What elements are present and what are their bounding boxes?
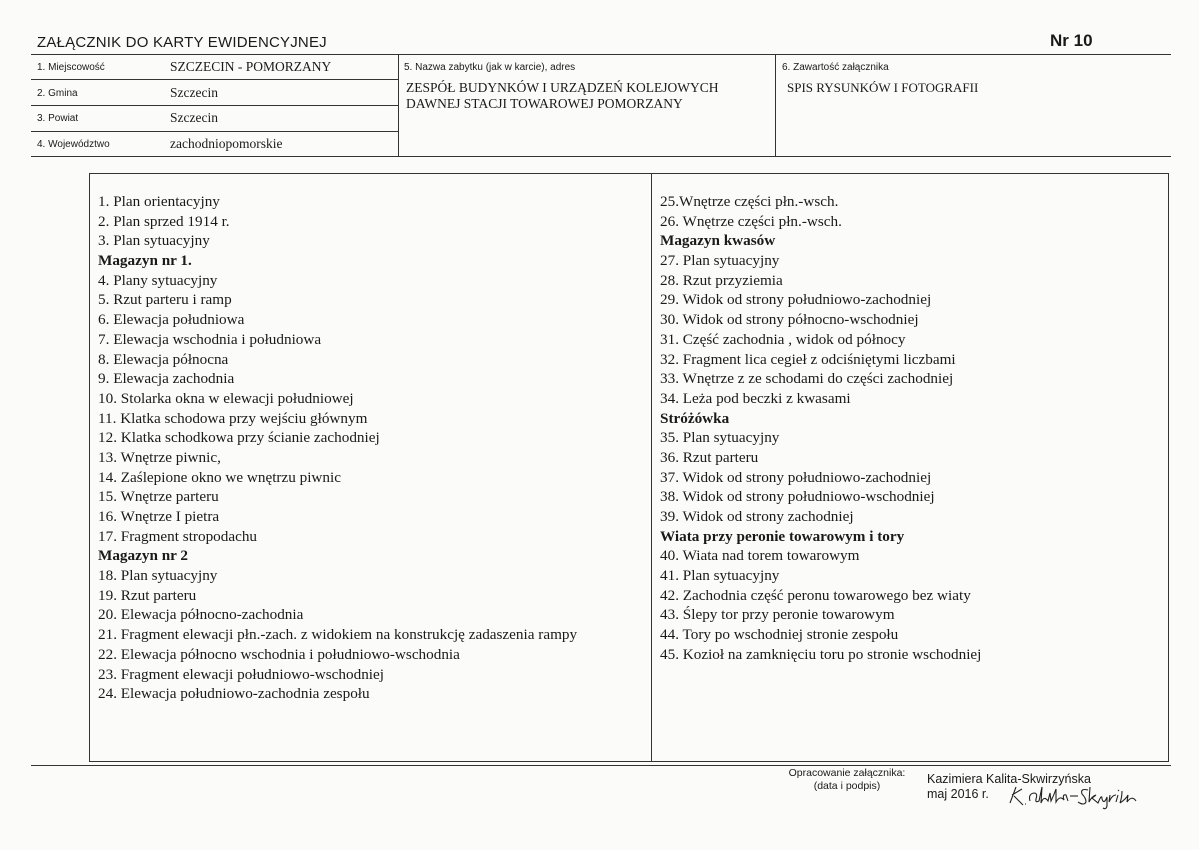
list-item: 3. Plan sytuacyjny <box>98 232 210 250</box>
list-item: 36. Rzut parteru <box>660 448 759 466</box>
list-item: 32. Fragment lica cegieł z odciśniętymi liczbami <box>660 350 956 368</box>
field-row-divider <box>31 79 398 80</box>
list-item: 8. Elewacja północna <box>98 350 229 368</box>
powiat-value: Szczecin <box>170 110 218 125</box>
list-item: 15. Wnętrze parteru <box>98 488 219 506</box>
document-title: ZAŁĄCZNIK DO KARTY EWIDENCYJNEJ <box>37 34 327 51</box>
attachment-number: Nr 10 <box>1050 31 1093 50</box>
nazwa-value-line1: ZESPÓŁ BUDYNKÓW I URZĄDZEŃ KOLEJOWYCH <box>406 80 719 95</box>
list-item: 35. Plan sytuacyjny <box>660 429 780 447</box>
miejscowosc-value: SZCZECIN - POMORZANY <box>170 59 332 74</box>
list-item: 30. Widok od strony północno-wschodniej <box>660 311 919 329</box>
section-heading: Magazyn kwasów <box>660 232 776 250</box>
list-item: 16. Wnętrze I pietra <box>98 508 220 525</box>
list-item: 43. Ślepy tor przy peronie towarowym <box>660 606 895 624</box>
list-item: 39. Widok od strony zachodniej <box>660 508 854 525</box>
list-item: 10. Stolarka okna w elewacji południowej <box>98 389 354 407</box>
zawartosc-value: SPIS RYSUNKÓW I FOTOGRAFII <box>787 80 979 95</box>
nazwa-value-line2: DAWNEJ STACJI TOWAROWEJ POMORZANY <box>406 96 683 111</box>
handwritten-signature <box>1006 781 1166 811</box>
list-item: 20. Elewacja północno-zachodnia <box>98 606 304 624</box>
footer-rule <box>31 765 1171 766</box>
gmina-value: Szczecin <box>170 85 218 100</box>
miejscowosc-label: 1. Miejscowość <box>37 62 105 73</box>
list-item: 23. Fragment elewacji południowo-wschodniej <box>98 665 384 683</box>
list-item: 1. Plan orientacyjny <box>98 193 220 210</box>
list-item: 22. Elewacja północno wschodnia i południowo-wschodnia <box>98 645 460 663</box>
list-item: 7. Elewacja wschodnia i południowa <box>98 330 322 348</box>
list-item: 34. Leża pod beczki z kwasami <box>660 389 851 407</box>
list-item: 37. Widok od strony południowo-zachodniej <box>660 468 932 486</box>
list-item: 17. Fragment stropodachu <box>98 527 258 545</box>
list-column-divider <box>651 173 652 762</box>
footer-label-line1: Opracowanie załącznika: <box>788 767 906 779</box>
section-heading: Stróżówka <box>660 409 730 427</box>
field-row-divider <box>31 131 398 132</box>
list-item: 6. Elewacja południowa <box>98 311 245 329</box>
list-item: 40. Wiata nad torem towarowym <box>660 547 860 565</box>
list-right-column <box>660 192 981 665</box>
list-item: 13. Wnętrze piwnic, <box>98 448 221 466</box>
list-item: 33. Wnętrze z ze schodami do części zachodniej <box>660 370 954 388</box>
list-item: 18. Plan sytuacyjny <box>98 567 218 585</box>
list-item: 2. Plan sprzed 1914 r. <box>98 212 230 230</box>
footer-label <box>772 767 922 793</box>
list-left-column <box>98 192 577 704</box>
list-item: 5. Rzut parteru i ramp <box>98 291 232 309</box>
author-name: Kazimiera Kalita-Skwirzyńska <box>927 772 1091 786</box>
list-item: 27. Plan sytuacyjny <box>660 252 780 270</box>
powiat-label: 3. Powiat <box>37 113 79 124</box>
author-date: maj 2016 r. <box>927 787 989 801</box>
header-rule <box>31 54 1171 55</box>
list-item: 29. Widok od strony południowo-zachodniej <box>660 291 932 309</box>
wojewodztwo-label: 4. Województwo <box>37 139 110 150</box>
field-column-divider <box>398 54 399 156</box>
list-item: 19. Rzut parteru <box>98 586 197 604</box>
list-item: 31. Część zachodnia , widok od północy <box>660 330 906 348</box>
list-item: 21. Fragment elewacji płn.-zach. z widokiem na konstrukcję zadaszenia rampy <box>98 626 578 644</box>
section-heading: Magazyn nr 2 <box>98 547 188 565</box>
list-item: 14. Zaślepione okno we wnętrzu piwnic <box>98 468 341 486</box>
list-item: 42. Zachodnia część peronu towarowego bez wiaty <box>660 586 971 604</box>
section-heading: Magazyn nr 1. <box>98 252 192 270</box>
list-item: 44. Tory po wschodniej stronie zespołu <box>660 626 899 644</box>
list-item: 26. Wnętrze części płn.-wsch. <box>660 212 842 230</box>
list-item: 4. Plany sytuacyjny <box>98 271 218 289</box>
list-item: 38. Widok od strony południowo-wschodniej <box>660 488 935 506</box>
list-item: 28. Rzut przyziemia <box>660 271 783 289</box>
list-item: 25.Wnętrze części płn.-wsch. <box>660 193 839 210</box>
nazwa-label: 5. Nazwa zabytku (jak w karcie), adres <box>404 62 576 73</box>
gmina-label: 2. Gmina <box>37 88 78 99</box>
section-heading: Wiata przy peronie towarowym i tory <box>660 527 905 545</box>
list-item: 12. Klatka schodkowa przy ścianie zachodniej <box>98 429 380 447</box>
list-item: 41. Plan sytuacyjny <box>660 567 780 585</box>
zawartosc-label: 6. Zawartość załącznika <box>782 62 889 73</box>
field-row-divider <box>31 105 398 106</box>
fields-bottom-rule <box>31 156 1171 157</box>
list-item: 11. Klatka schodowa przy wejściu głównym <box>98 409 368 427</box>
footer-label-line2: (data i podpis) <box>813 780 881 792</box>
list-item: 9. Elewacja zachodnia <box>98 370 235 388</box>
list-item: 24. Elewacja południowo-zachodnia zespołu <box>98 685 370 703</box>
wojewodztwo-value: zachodniopomorskie <box>170 136 283 151</box>
field-column-divider <box>775 54 776 156</box>
list-item: 45. Kozioł na zamknięciu toru po stronie wschodniej <box>660 645 982 663</box>
